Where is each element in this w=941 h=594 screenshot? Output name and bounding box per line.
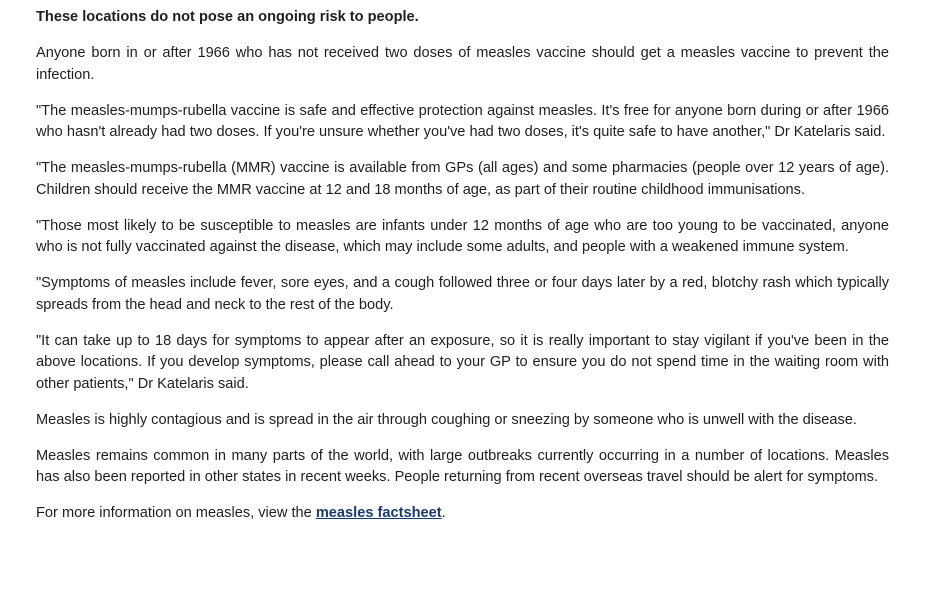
lead-statement: These locations do not pose an ongoing risk to people. [36, 9, 419, 25]
paragraph-symptoms: "Symptoms of measles include fever, sore eyes, and a cough followed three or four days later by a red, blotchy rash which typically spreads from the head and neck to the rest of the body. [36, 275, 889, 313]
more-info-paragraph [36, 503, 889, 525]
more-info-prefix: For more information on measles, view the [36, 505, 316, 521]
paragraph-susceptible-groups: "Those most likely to be susceptible to measles are infants under 12 months of age who are too young to be vaccinated, anyone who is not fully vaccinated against the disease, which may include some adults, and people with a weakened immune system. [36, 217, 889, 255]
paragraph-vaccine-safety-quote: "The measles-mumps-rubella vaccine is safe and effective protection against measles. It's free for anyone born during or after 1966 who hasn't already had two doses. If you're unsure whether you've had two doses, it's quite safe to have another," Dr Katelaris said. [36, 102, 889, 140]
paragraph-contagious: Measles is highly contagious and is spread in the air through coughing or sneezing by someone who is unwell with the disease. [36, 411, 857, 428]
paragraph-outbreaks: Measles remains common in many parts of the world, with large outbreaks currently occurring in a number of locations. Measles has also been reported in other states in recent weeks. People returning from recent overseas travel should be alert for symptoms. [36, 447, 889, 485]
paragraph-mmr-availability: "The measles-mumps-rubella (MMR) vaccine is available from GPs (all ages) and some pharmacies (people over 12 years of age). Children should receive the MMR vaccine at 12 and 18 months of age, as part of their routine childhood immunisations. [36, 160, 889, 198]
more-info-suffix: . [441, 505, 446, 521]
article-body [36, 7, 889, 539]
paragraph-vaccine-eligibility: Anyone born in or after 1966 who has not received two doses of measles vaccine should get a measles vaccine to prevent the infection. [36, 45, 889, 83]
paragraph-incubation-advice: "It can take up to 18 days for symptoms to appear after an exposure, so it is really important to stay vigilant if you've been in the above locations. If you develop symptoms, please call ahead to your GP to ensure you do not spend time in the waiting room with other patients," Dr Katelaris said. [36, 332, 889, 392]
measles-factsheet-link[interactable]: measles factsheet [315, 505, 442, 521]
